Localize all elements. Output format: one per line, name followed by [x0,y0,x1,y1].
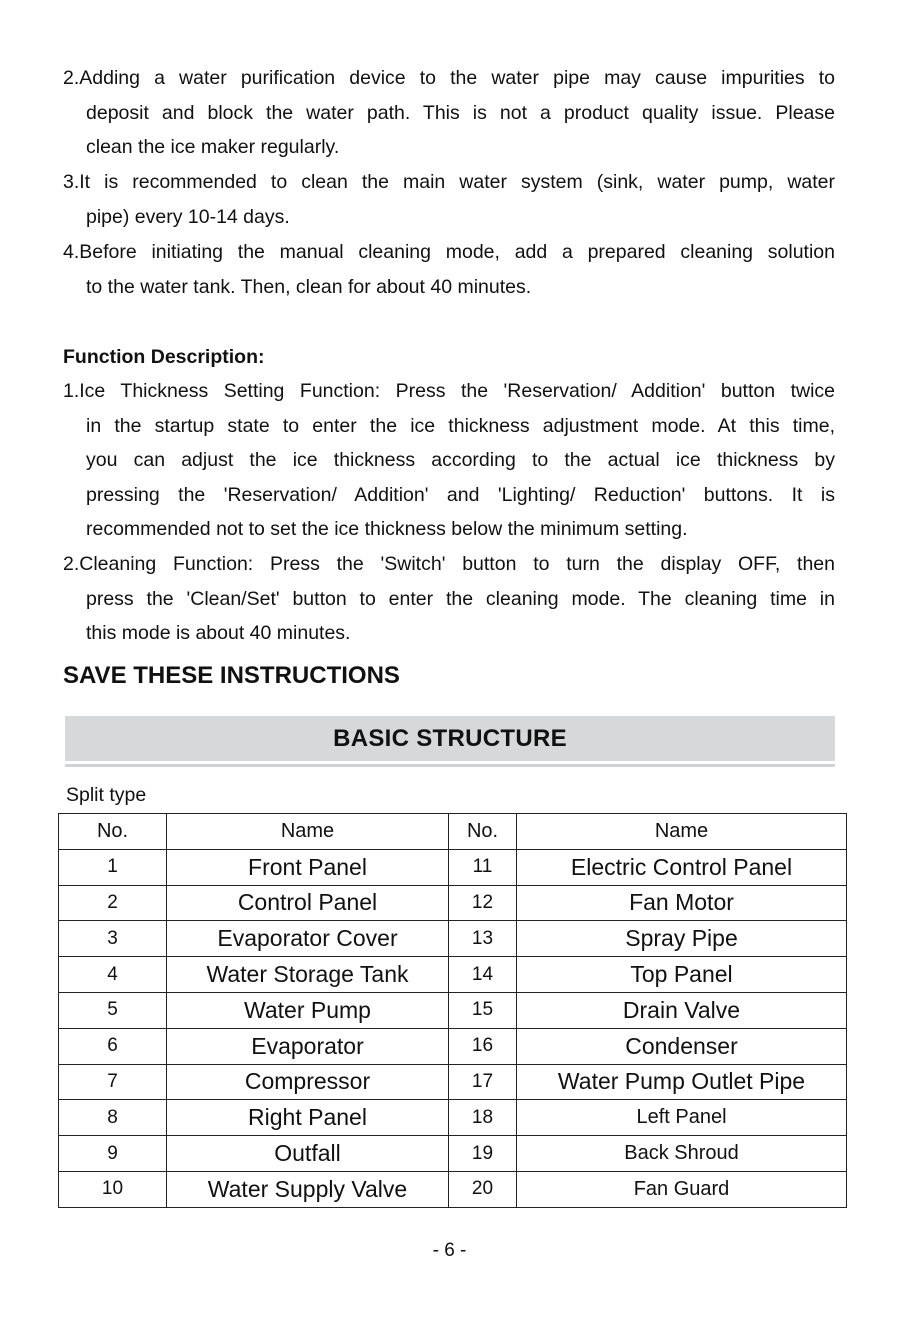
part-name: Evaporator [167,1028,449,1064]
split-type-label: Split type [66,784,147,806]
part-name: Left Panel [517,1100,847,1136]
table-row [59,849,847,885]
save-instructions-heading: SAVE THESE INSTRUCTIONS [63,662,400,689]
function-item-1-line-1: 1.Ice Thickness Setting Function: Press the 'Reservation/ Addition' button twice [63,380,835,402]
part-name: Condenser [517,1028,847,1064]
function-item-2-line-1: 2.Cleaning Function: Press the 'Switch' button to turn the display OFF, then [63,553,835,575]
function-item-1-line-2: in the startup state to enter the ice thickness adjustment mode. At this time, [86,414,835,437]
page-number: - 6 - [432,1240,467,1261]
table-row [59,1028,847,1064]
function-item-2 [63,547,835,651]
part-number: 16 [449,1028,517,1064]
basic-structure-title: BASIC STRUCTURE [333,725,567,752]
note-3 [63,165,835,234]
table-row [59,885,847,921]
table-row [59,1064,847,1100]
note-3-line-1: 3.It is recommended to clean the main water system (sink, water pump, water [63,171,835,193]
part-number: 13 [449,921,517,957]
note-2 [63,61,835,165]
part-number: 19 [449,1136,517,1172]
header-name-right: Name [517,814,847,850]
part-number: 14 [449,957,517,993]
part-name: Spray Pipe [517,921,847,957]
part-name: Water Pump Outlet Pipe [517,1064,847,1100]
note-4 [63,235,835,304]
function-item-2-line-3: this mode is about 40 minutes. [86,622,351,644]
part-number: 11 [449,849,517,885]
table-row [59,921,847,957]
part-number: 10 [59,1171,167,1207]
part-name: Control Panel [167,885,449,921]
part-number: 3 [59,921,167,957]
note-4-line-2: to the water tank. Then, clean for about 40 minutes. [86,275,532,298]
part-name: Outfall [167,1136,449,1172]
header-no-right: No. [449,814,517,850]
part-number: 5 [59,992,167,1028]
part-number: 18 [449,1100,517,1136]
part-number: 9 [59,1136,167,1172]
part-number: 1 [59,849,167,885]
part-number: 4 [59,957,167,993]
table-row [59,1136,847,1172]
part-number: 15 [449,992,517,1028]
note-2-line-3: clean the ice maker regularly. [86,136,340,158]
table-header-row [59,814,847,850]
table-row [59,992,847,1028]
part-name: Back Shroud [517,1136,847,1172]
part-name: Right Panel [167,1100,449,1136]
function-item-1-line-4: pressing the 'Reservation/ Addition' and 'Lighting/ Reduction' buttons. It is [86,483,835,506]
function-item-1-line-5: recommended not to set the ice thickness below the minimum setting. [86,518,688,540]
header-name-left: Name [167,814,449,850]
function-item-2-line-2: press the 'Clean/Set' button to enter the cleaning mode. The cleaning time in [86,587,835,610]
part-number: 12 [449,885,517,921]
part-number: 2 [59,885,167,921]
function-description-heading: Function Description: [63,346,265,368]
part-number: 17 [449,1064,517,1100]
part-name: Drain Valve [517,992,847,1028]
part-name: Fan Guard [517,1171,847,1207]
table-row [59,1100,847,1136]
part-name: Compressor [167,1064,449,1100]
note-4-line-1: 4.Before initiating the manual cleaning mode, add a prepared cleaning solution [63,241,835,263]
parts-table [58,813,847,1208]
basic-structure-banner [65,716,835,764]
function-item-1 [63,374,835,547]
part-name: Electric Control Panel [517,849,847,885]
part-name: Fan Motor [517,885,847,921]
part-number: 8 [59,1100,167,1136]
part-name: Water Pump [167,992,449,1028]
part-name: Water Supply Valve [167,1171,449,1207]
table-row [59,957,847,993]
table-row [59,1171,847,1207]
part-name: Front Panel [167,849,449,885]
header-no-left: No. [59,814,167,850]
note-2-line-2: deposit and block the water path. This is not a product quality issue. Please [86,101,835,124]
note-3-line-2: pipe) every 10-14 days. [86,205,290,228]
part-name: Water Storage Tank [167,957,449,993]
part-number: 20 [449,1171,517,1207]
part-number: 7 [59,1064,167,1100]
note-2-line-1: 2.Adding a water purification device to the water pipe may cause impurities to [63,67,835,89]
function-item-1-line-3: you can adjust the ice thickness according to the actual ice thickness by [86,449,835,471]
part-number: 6 [59,1028,167,1064]
part-name: Evaporator Cover [167,921,449,957]
part-name: Top Panel [517,957,847,993]
